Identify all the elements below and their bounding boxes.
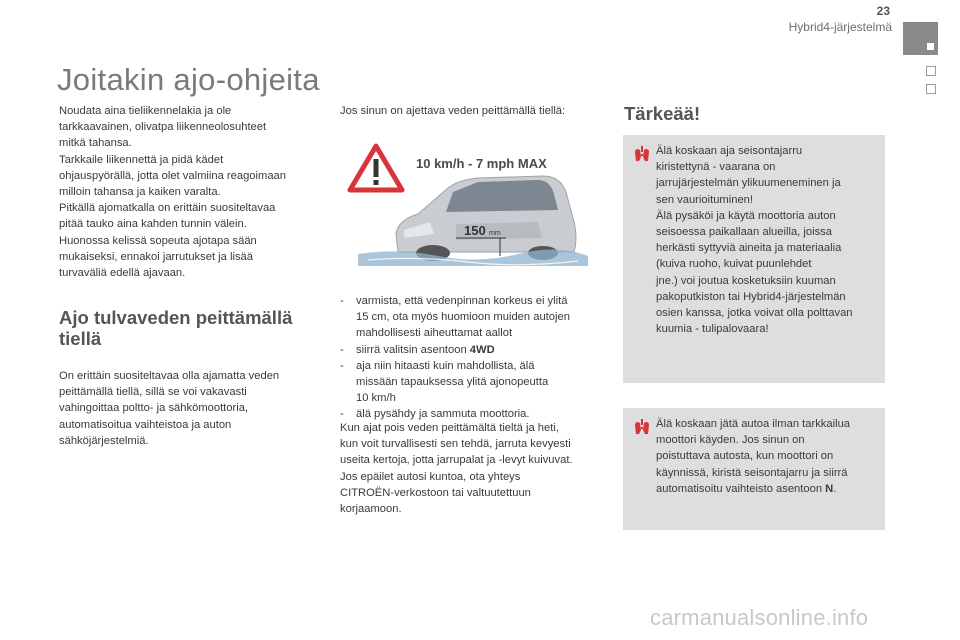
chapter-tab[interactable] bbox=[926, 84, 936, 94]
speed-limit-label: 10 km/h - 7 mph MAX bbox=[416, 156, 547, 171]
important-heading: Tärkeää! bbox=[624, 103, 701, 124]
warning-box: Älä koskaan aja seisontajarru kiristettynä - vaarana on jarrujärjestelmän ylikuumeneminen ja sen vaurioituminen! Älä pysäköi ja käytä moottoria auton seisoessa paikallaan alueilla, joissa herkästi syttyviä aineita ja materiaalia (kuiva ruoho, kuivat puunlehdet jne.) voi joutua kosketuksiin kuuman pakoputkiston tai Hybrid4-järjestelmän osien kanssa, jotka voivat olla polttavan kuumia - tulipalovaara! bbox=[623, 135, 885, 383]
car-illustration bbox=[396, 176, 576, 261]
page-title: Joitakin ajo-ohjeita bbox=[57, 62, 320, 97]
chapter-tab[interactable] bbox=[926, 66, 936, 76]
water-driving-figure bbox=[338, 142, 596, 272]
chapter-title: Hybrid4-järjestelmä bbox=[788, 20, 892, 34]
warning-box: Älä koskaan jätä autoa ilman tarkkailua moottori käyden. Jos sinun on poistuttava autosta, kun moottori on käynnissä, kiristä seisontajarru ja siirrä automatisoitu vaihteisto asentoon N. bbox=[623, 408, 885, 530]
list-item: - älä pysähdy ja sammuta moottoria. bbox=[340, 408, 530, 421]
water-intro: Jos sinun on ajettava veden peittämällä tiellä: bbox=[340, 105, 566, 117]
list-item: - aja niin hitaasti kuin mahdollista, älä missään tapauksessa ylitä ajonopeutta 10 km/h bbox=[340, 359, 549, 405]
watermark: carmanualsonline.info bbox=[650, 605, 869, 630]
warning-hands-icon bbox=[633, 145, 651, 163]
chapter-tab-active[interactable] bbox=[903, 22, 938, 55]
section-paragraph: On erittäin suositeltavaa olla ajamatta veden peittämällä tiellä, sillä se voi vakavasti vahingoittaa poltto- ja sähkömoottoria, automatisoitua vaihteistoa ja auton sähköjärjestelmiä. bbox=[59, 370, 280, 447]
svg-text:mm: mm bbox=[489, 230, 501, 237]
intro-paragraph: Noudata aina tieliikennelakia ja ole tarkkaavainen, olivatpa liikenneolosuhteet mitkä tahansa. Tarkkaile liikennettä ja pidä kädet ohjauspyörällä, jotta olet valmiina reagoimaan milloin tahansa ja kaiken varalta. Pitkällä ajomatkalla on erittäin suositeltavaa pitää tauko aina kahden tunnin välein. Huonossa kelissä sopeuta ajotapa sään mukaiseksi, ennakoi jarrutukset ja lisää turvaväliä edellä ajavaan. bbox=[59, 105, 286, 280]
warning-triangle-icon bbox=[350, 146, 402, 190]
svg-text:150: 150 bbox=[464, 223, 486, 238]
list-item: - varmista, että vedenpinnan korkeus ei ylitä 15 cm, ota myös huomioon muiden autojen mahdollisesti aiheuttamat aallot bbox=[340, 295, 570, 340]
page-number: 23 bbox=[876, 4, 890, 18]
warning-hands-icon bbox=[633, 418, 651, 436]
instruction-list bbox=[340, 293, 610, 423]
tab-square-icon bbox=[927, 43, 934, 50]
section-heading: Ajo tulvaveden peittämällä tiellä bbox=[59, 307, 293, 349]
list-item: - siirrä valitsin asentoon 4WD bbox=[340, 343, 495, 356]
after-list-paragraph: Kun ajat pois veden peittämältä tieltä ja heti, kun voit turvallisesti sen tehdä, jarruta kevyesti useita kertoja, jotta jarrupalat ja -levyt kuivuvat. Jos epäilet autosi kuntoa, ota yhteys CITROËN-verkostoon tai valtuutettuun korjaamoon. bbox=[340, 422, 573, 516]
